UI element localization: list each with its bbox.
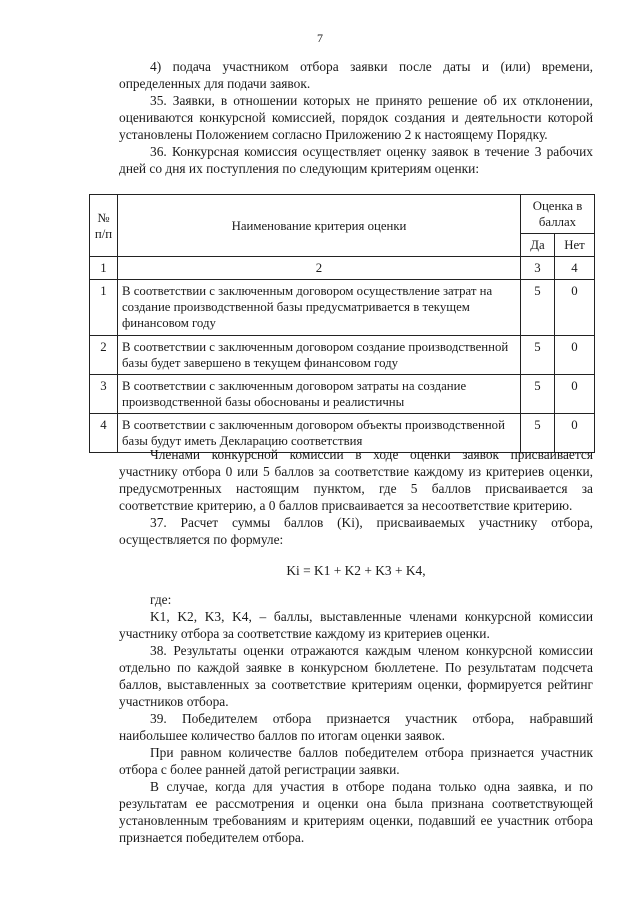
table-row: [90, 375, 595, 414]
row-criterion: В соответствии с заключенным договором создание производственной базы будет завершено в текущем финансовом году: [118, 336, 521, 375]
where-label: где:: [150, 592, 172, 607]
equal-score-paragraph: При равном количестве баллов победителем отбора признается участник отбора с более ранней датой регистрации заявки.: [119, 745, 593, 777]
index-cell: 4: [555, 257, 595, 280]
table-row: [90, 336, 595, 375]
formula-text: Ki = K1 + K2 + K3 + K4,: [286, 563, 426, 578]
scoring-paragraph: Членами конкурсной комиссии в ходе оценки заявок присваивается участнику отбора 0 или 5 баллов за соответствие каждому из критериев оценки, предусмотренных настоящим пунктом, где 5 баллов присваивается за соответствие критерию, а 0 баллов присваивается за несоответствие критерию.: [119, 447, 593, 513]
row-yes-score: 5: [521, 375, 555, 414]
top-section: [119, 58, 593, 177]
index-cell: 2: [118, 257, 521, 280]
table-index-row: [90, 257, 595, 280]
criteria-table: [89, 194, 595, 453]
header-score: Оценка в баллах: [521, 195, 595, 234]
bottom-section: [119, 446, 593, 846]
table-row: [90, 280, 595, 336]
row-yes-score: 5: [521, 280, 555, 336]
row-criterion: В соответствии с заключенным договором осуществление затрат на создание производственной базы предусматривается в текущем финансовом году: [118, 280, 521, 336]
row-no-score: 0: [555, 414, 595, 453]
header-number: № п/п: [90, 195, 118, 257]
row-number: 2: [90, 336, 118, 375]
formula-explanation: K1, K2, K3, K4, – баллы, выставленные членами конкурсной комиссии участнику отбора за соответствие каждому из критериев оценки.: [119, 609, 593, 641]
row-no-score: 0: [555, 280, 595, 336]
paragraph-38: 38. Результаты оценки отражаются каждым членом конкурсной комиссии отдельно по каждой заявке в конкурсном бюллетене. По результатам подсчета баллов, выставленных за соответствие критериям оценки, формируется рейтинг участников отбора.: [119, 643, 593, 709]
row-number: 4: [90, 414, 118, 453]
paragraph-36: 36. Конкурсная комиссия осуществляет оценку заявок в течение 3 рабочих дней со дня их поступления по следующим критериям оценки:: [119, 144, 593, 176]
row-number: 3: [90, 375, 118, 414]
row-no-score: 0: [555, 375, 595, 414]
header-yes: Да: [521, 234, 555, 257]
row-criterion: В соответствии с заключенным договором объекты производственной базы будут иметь Декларацию соответствия: [118, 414, 521, 453]
row-yes-score: 5: [521, 414, 555, 453]
index-cell: 1: [90, 257, 118, 280]
single-application-paragraph: В случае, когда для участия в отборе подана только одна заявка, и по результатам ее рассмотрения и оценки она была признана соответствующей установленным требованиям и критериям оценки, подавший ее участник отбора признается победителем отбора.: [119, 779, 593, 845]
paragraph-39: 39. Победителем отбора признается участник отбора, набравший наибольшее количество баллов по итогам оценки заявок.: [119, 711, 593, 743]
row-no-score: 0: [555, 336, 595, 375]
row-yes-score: 5: [521, 336, 555, 375]
row-criterion: В соответствии с заключенным договором затраты на создание производственной базы обоснованы и реалистичны: [118, 375, 521, 414]
paragraph-item-4: 4) подача участником отбора заявки после даты и (или) времени, определенных для подачи заявок.: [119, 59, 593, 91]
formula: [119, 562, 593, 579]
index-cell: 3: [521, 257, 555, 280]
row-number: 1: [90, 280, 118, 336]
paragraph-35: 35. Заявки, в отношении которых не принято решение об их отклонении, оцениваются конкурсной комиссией, порядок создания и деятельности которой установлены Положением согласно Приложению 2 к настоящему Порядку.: [119, 93, 593, 142]
header-criterion-name: Наименование критерия оценки: [118, 195, 521, 257]
paragraph-37: 37. Расчет суммы баллов (Ki), присваиваемых участнику отбора, осуществляется по формуле:: [119, 515, 593, 547]
header-no: Нет: [555, 234, 595, 257]
page-number: 7: [317, 31, 323, 45]
